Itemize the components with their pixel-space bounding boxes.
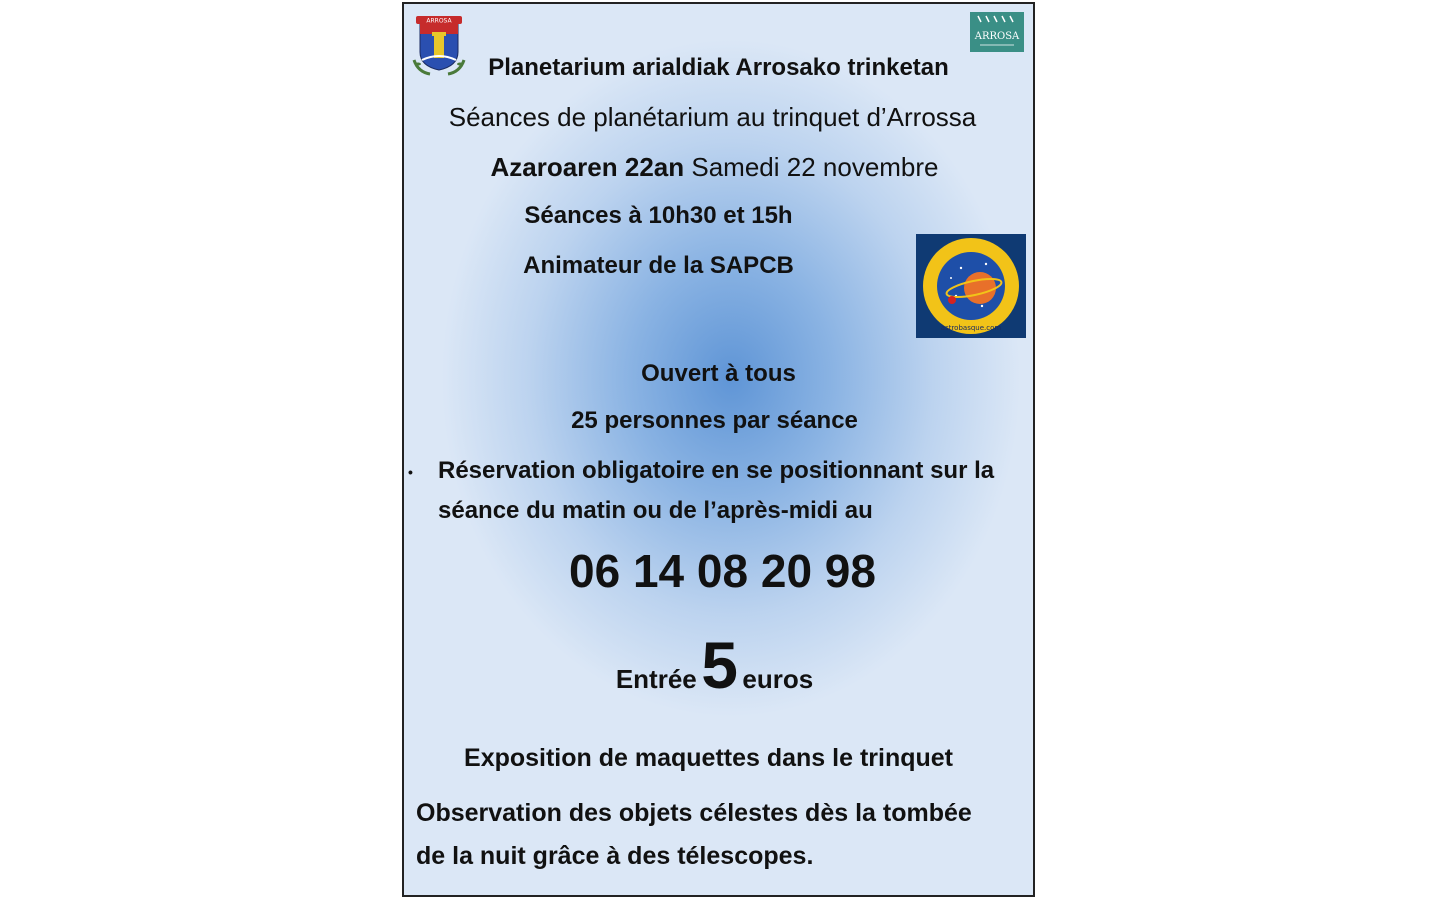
phone-number: 06 14 08 20 98	[569, 545, 876, 597]
entry-prefix: Entrée	[615, 664, 697, 694]
observation-line-2: de la nuit grâce à des télescopes.	[416, 842, 814, 870]
date-basque: Azaroaren 22an	[490, 152, 685, 182]
host-line: Animateur de la SAPCB	[523, 252, 794, 279]
sapcb-url: astrobasque.com	[940, 324, 1002, 332]
observation-line-1: Observation des objets célestes dès la tombée	[416, 799, 972, 827]
arrosa-logo-text: ARROSA	[974, 31, 1020, 42]
entry-suffix: euros	[742, 664, 814, 694]
arrosa-logo-icon	[970, 12, 1024, 52]
reservation-text	[438, 451, 1018, 531]
entry-price-line	[402, 628, 1029, 702]
sapcb-logo	[916, 234, 1026, 338]
session-times: Séances à 10h30 et 15h	[524, 202, 793, 229]
reservation-line-2: séance du matin ou de l’après-midi au	[438, 497, 873, 524]
arrosa-logo	[970, 12, 1024, 52]
date-french: Samedi 22 novembre	[691, 152, 939, 182]
open-to-all: Ouvert à tous	[641, 360, 796, 387]
capacity: 25 personnes par séance	[571, 407, 858, 434]
observation-text	[416, 792, 972, 878]
event-poster	[402, 2, 1035, 897]
exhibition: Exposition de maquettes dans le trinquet	[464, 744, 953, 772]
entry-price: 5	[701, 628, 738, 702]
sapcb-planet-icon	[916, 234, 1026, 338]
event-date	[402, 152, 1029, 183]
title-french: Séances de planétarium au trinquet d’Arrossa	[448, 102, 977, 132]
crest-text: ARROSA	[426, 17, 452, 25]
bullet-marker: •	[408, 464, 413, 480]
reservation-line-1: Réservation obligatoire en se positionnant sur la	[438, 457, 995, 484]
title-basque: Planetarium arialdiak Arrosako trinketan	[488, 54, 949, 81]
